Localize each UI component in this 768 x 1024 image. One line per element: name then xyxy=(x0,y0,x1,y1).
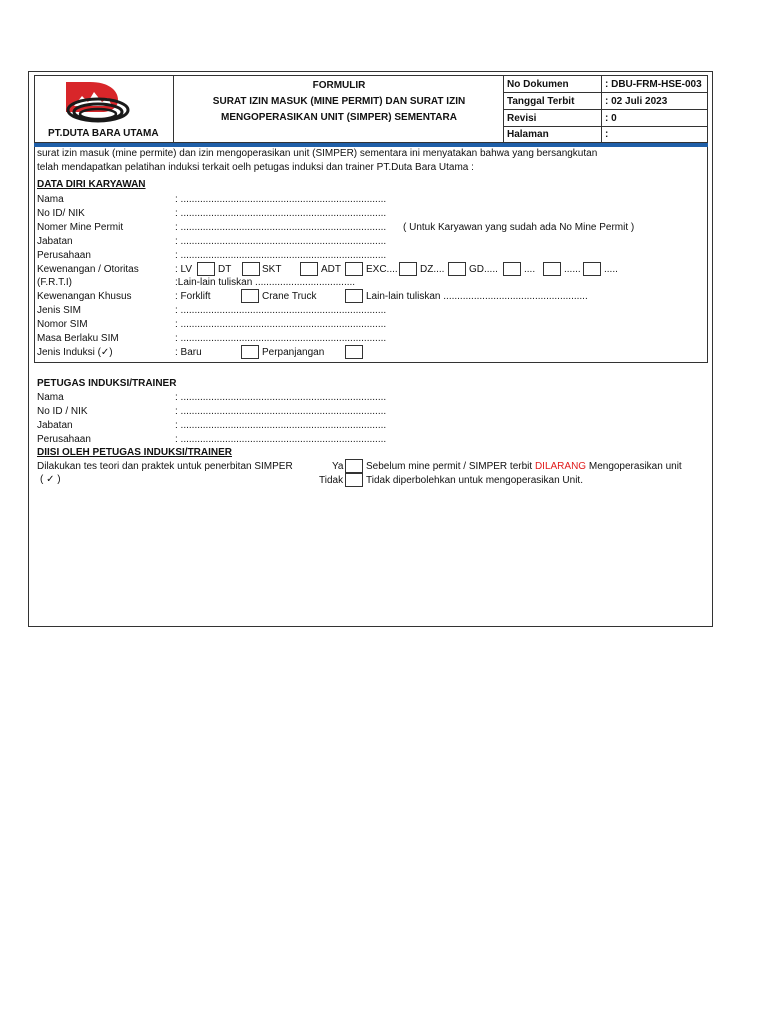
trainer-label-no-id: No ID / NIK xyxy=(37,406,88,417)
option-other-3-label: ..... xyxy=(604,264,618,275)
label-jenis-induksi: Jenis Induksi (✓) xyxy=(37,347,113,358)
label-nomor-sim: Nomor SIM xyxy=(37,319,88,330)
meta-value-halaman: : xyxy=(605,129,609,140)
meta-value-no-dokumen: : DBU-FRM-HSE-003 xyxy=(605,79,702,90)
trainer-label-nama: Nama xyxy=(37,392,64,403)
meta-label-halaman: Halaman xyxy=(507,129,549,140)
checkbox-tidak[interactable] xyxy=(345,473,363,487)
dilarang-warning: DILARANG xyxy=(534,461,587,472)
checkbox-forklift[interactable] xyxy=(241,289,259,303)
label-jabatan: Jabatan xyxy=(37,236,73,247)
option-ya-label: Ya xyxy=(332,461,344,472)
field-jabatan[interactable]: : .......................................................................... xyxy=(175,236,387,247)
field-lain-lain-khusus[interactable]: Lain-lain tuliskan .................................................... xyxy=(366,291,588,302)
option-other-1-label: .... xyxy=(524,264,536,275)
meta-row-line xyxy=(503,92,708,93)
diisi-check-hint: ( ✓ ) xyxy=(40,474,61,485)
label-perusahaan: Perusahaan xyxy=(37,250,91,261)
meta-row-line xyxy=(503,126,708,127)
field-perusahaan[interactable]: : .......................................................................... xyxy=(175,250,387,261)
label-jenis-sim: Jenis SIM xyxy=(37,305,81,316)
intro-line-2: telah mendapatkan pelatihan induksi terkait oelh petugas induksi dan trainer PT.Duta Bara Utama : xyxy=(37,162,474,173)
label-nomer-mine-permit: Nomer Mine Permit xyxy=(37,222,124,233)
checkbox-baru[interactable] xyxy=(241,345,259,359)
option-tidak-label: Tidak xyxy=(319,475,344,486)
checkbox-dt[interactable] xyxy=(242,262,260,276)
trainer-field-no-id[interactable]: : .......................................................................... xyxy=(175,406,387,417)
checkbox-ya[interactable] xyxy=(345,459,363,473)
trainer-field-jabatan[interactable]: : .......................................................................... xyxy=(175,420,387,431)
intro-line-1: surat izin masuk (mine permite) dan izin mengoperasikan unit (SIMPER) sementara ini menyatakan bahwa yang bersangkutan xyxy=(37,148,598,159)
trainer-label-perusahaan: Perusahaan xyxy=(37,434,91,445)
meta-value-revisi: : 0 xyxy=(605,113,617,124)
label-no-id: No ID/ NIK xyxy=(37,208,85,219)
label-nama: Nama xyxy=(37,194,64,205)
option-other-2-label: ...... xyxy=(564,264,581,275)
field-masa-berlaku-sim[interactable]: : .......................................................................... xyxy=(175,333,387,344)
form-title: FORMULIR xyxy=(312,80,366,91)
header-blue-bar xyxy=(34,143,708,147)
field-lain-lain-frti[interactable]: :Lain-lain tuliskan .................................... xyxy=(175,277,356,288)
meta-label-tanggal: Tanggal Terbit xyxy=(507,96,575,107)
company-logo-icon xyxy=(60,78,132,126)
checkbox-other-2[interactable] xyxy=(583,262,601,276)
label-frti: (F.R.T.I) xyxy=(37,277,72,288)
option-exc-label: EXC.... xyxy=(366,264,398,275)
checkbox-crane-truck[interactable] xyxy=(345,289,363,303)
label-kewenangan-khusus: Kewenangan Khusus xyxy=(37,291,132,302)
option-crane-truck-label: Crane Truck xyxy=(262,291,317,302)
section-diisi-petugas: DIISI OLEH PETUGAS INDUKSI/TRAINER xyxy=(37,447,233,458)
option-perpanjangan-label: Perpanjangan xyxy=(262,347,325,358)
field-no-id[interactable]: : .......................................................................... xyxy=(175,208,387,219)
ya-consequence-text: Sebelum mine permit / SIMPER terbit DILARANG Mengoperasikan unit xyxy=(366,461,682,472)
tidak-consequence-text: Tidak diperbolehkan untuk mengoperasikan Unit. xyxy=(366,475,583,486)
checkbox-lv[interactable] xyxy=(197,262,215,276)
checkbox-other-1[interactable] xyxy=(543,262,561,276)
field-jenis-sim[interactable]: : .......................................................................... xyxy=(175,305,387,316)
meta-label-no-dokumen: No Dokumen xyxy=(507,79,569,90)
option-baru-label: : Baru xyxy=(175,347,202,358)
diisi-statement: Dilakukan tes teori dan praktek untuk penerbitan SIMPER xyxy=(37,461,293,472)
meta-label-revisi: Revisi xyxy=(507,113,537,124)
option-lv-label: : LV xyxy=(175,264,193,275)
field-nomer-mine-permit[interactable]: : .......................................................................... xyxy=(175,222,387,233)
checkbox-adt[interactable] xyxy=(345,262,363,276)
field-nama[interactable]: : .......................................................................... xyxy=(175,194,387,205)
checkbox-exc[interactable] xyxy=(399,262,417,276)
mine-permit-note: ( Untuk Karyawan yang sudah ada No Mine Permit ) xyxy=(403,222,635,233)
form-subtitle-2: MENGOPERASIKAN UNIT (SIMPER) SEMENTARA xyxy=(221,112,457,123)
option-adt-label: ADT xyxy=(321,264,341,275)
field-nomor-sim[interactable]: : .......................................................................... xyxy=(175,319,387,330)
checkbox-perpanjangan[interactable] xyxy=(345,345,363,359)
label-kewenangan: Kewenangan / Otoritas xyxy=(37,264,139,275)
trainer-label-jabatan: Jabatan xyxy=(37,420,73,431)
option-skt-label: SKT xyxy=(262,264,282,275)
option-gd-label: GD..... xyxy=(469,264,498,275)
option-dz-label: DZ.... xyxy=(420,264,445,275)
checkbox-skt[interactable] xyxy=(300,262,318,276)
trainer-field-perusahaan[interactable]: : .......................................................................... xyxy=(175,434,387,445)
label-masa-berlaku-sim: Masa Berlaku SIM xyxy=(37,333,119,344)
option-forklift-label: : Forklift xyxy=(175,291,211,302)
checkbox-dz[interactable] xyxy=(448,262,466,276)
meta-row-line xyxy=(503,109,708,110)
trainer-field-nama[interactable]: : .......................................................................... xyxy=(175,392,387,403)
section-data-karyawan: DATA DIRI KARYAWAN xyxy=(37,179,146,190)
option-dt-label: DT xyxy=(218,264,232,275)
meta-value-tanggal: : 02 Juli 2023 xyxy=(605,96,668,107)
checkbox-gd[interactable] xyxy=(503,262,521,276)
section-petugas-trainer: PETUGAS INDUKSI/TRAINER xyxy=(37,378,177,389)
company-name: PT.DUTA BARA UTAMA xyxy=(48,128,159,139)
form-subtitle-1: SURAT IZIN MASUK (MINE PERMIT) DAN SURAT IZIN xyxy=(212,96,466,107)
